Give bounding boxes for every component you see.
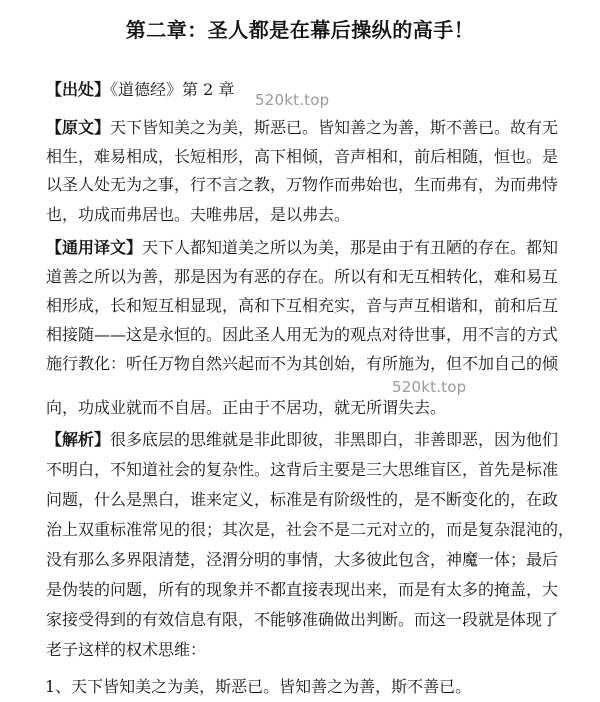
translation-line: 向，功成业就而不自居。正由于不居功，就无所谓失去。 [46,398,447,417]
chapter-title: 第二章：圣人都是在幕后操纵的高手！ [125,18,475,42]
analysis-line [46,430,566,450]
analysis-line: 是伪装的问题，所有的现象并不都直接表现出来，而是有太多的掩盖，大 [46,580,559,599]
original-line: 相生，难易相成，长短相形，高下相倾，音声相和，前后相随，恒也。是 [46,147,559,166]
analysis-line: 家接受得到的有效信息有限，不能够准确做出判断。而这一段就是体现了 [46,610,559,629]
analysis-line: 不明白，不知道社会的复杂性。这背后主要是三大思维盲区，首先是标准 [46,460,559,479]
translation-line: 相接随——这是永恒的。因此圣人用无为的观点对待世事，用不言的方式 [46,325,559,344]
analysis-label: 【解析】 [46,430,111,449]
translation-line: 施行教化：听任万物自然兴起而不为其创始，有所施为，但不加自己的倾 [46,354,559,373]
source-label: 【出处】 [46,80,111,99]
source-text: 《道德经》第 2 章 [110,80,235,99]
analysis-line: 老子这样的权术思维： [46,640,207,659]
analysis-line: 没有那么多界限清楚，泾渭分明的事情，大多彼此包含，神魔一体；最后 [46,550,559,569]
translation-label: 【通用译文】 [46,238,143,257]
translation-line [46,238,566,258]
original-line: 也，功成而弗居也。夫唯弗居，是以弗去。 [46,205,351,224]
analysis-line: 问题，什么是黑白，谁来定义，标准是有阶级性的，是不断变化的，在政 [46,490,559,509]
translation-line: 道善之所以为善，那是因为有恶的存在。所以有和无互相转化，难和易互 [46,267,559,286]
translation-text: 天下人都知道美之所以为美，那是由于有丑陋的存在。都知 [142,238,559,257]
analysis-text: 很多底层的思维就是非此即彼，非黑即白，非善即恶，因为他们 [110,430,559,449]
watermark: 520kt.top [255,91,330,109]
watermark: 520kt.top [392,378,467,396]
original-label: 【原文】 [46,118,111,137]
original-line [46,118,566,138]
original-line: 以圣人处无为之事，行不言之教，万物作而弗始也，生而弗有，为而弗恃 [46,175,559,194]
list-item: 1、天下皆知美之为美，斯恶已。皆知善之为善，斯不善已。 [45,677,472,696]
original-text: 天下皆知美之为美，斯恶已。皆知善之为善，斯不善已。故有无 [110,118,559,137]
translation-line: 相形成，长和短互相显现，高和下互相充实，音与声互相谐和，前和后互 [46,296,559,315]
analysis-line: 治上双重标准常见的很；其次是，社会不是二元对立的，而是复杂混沌的， [46,520,575,539]
